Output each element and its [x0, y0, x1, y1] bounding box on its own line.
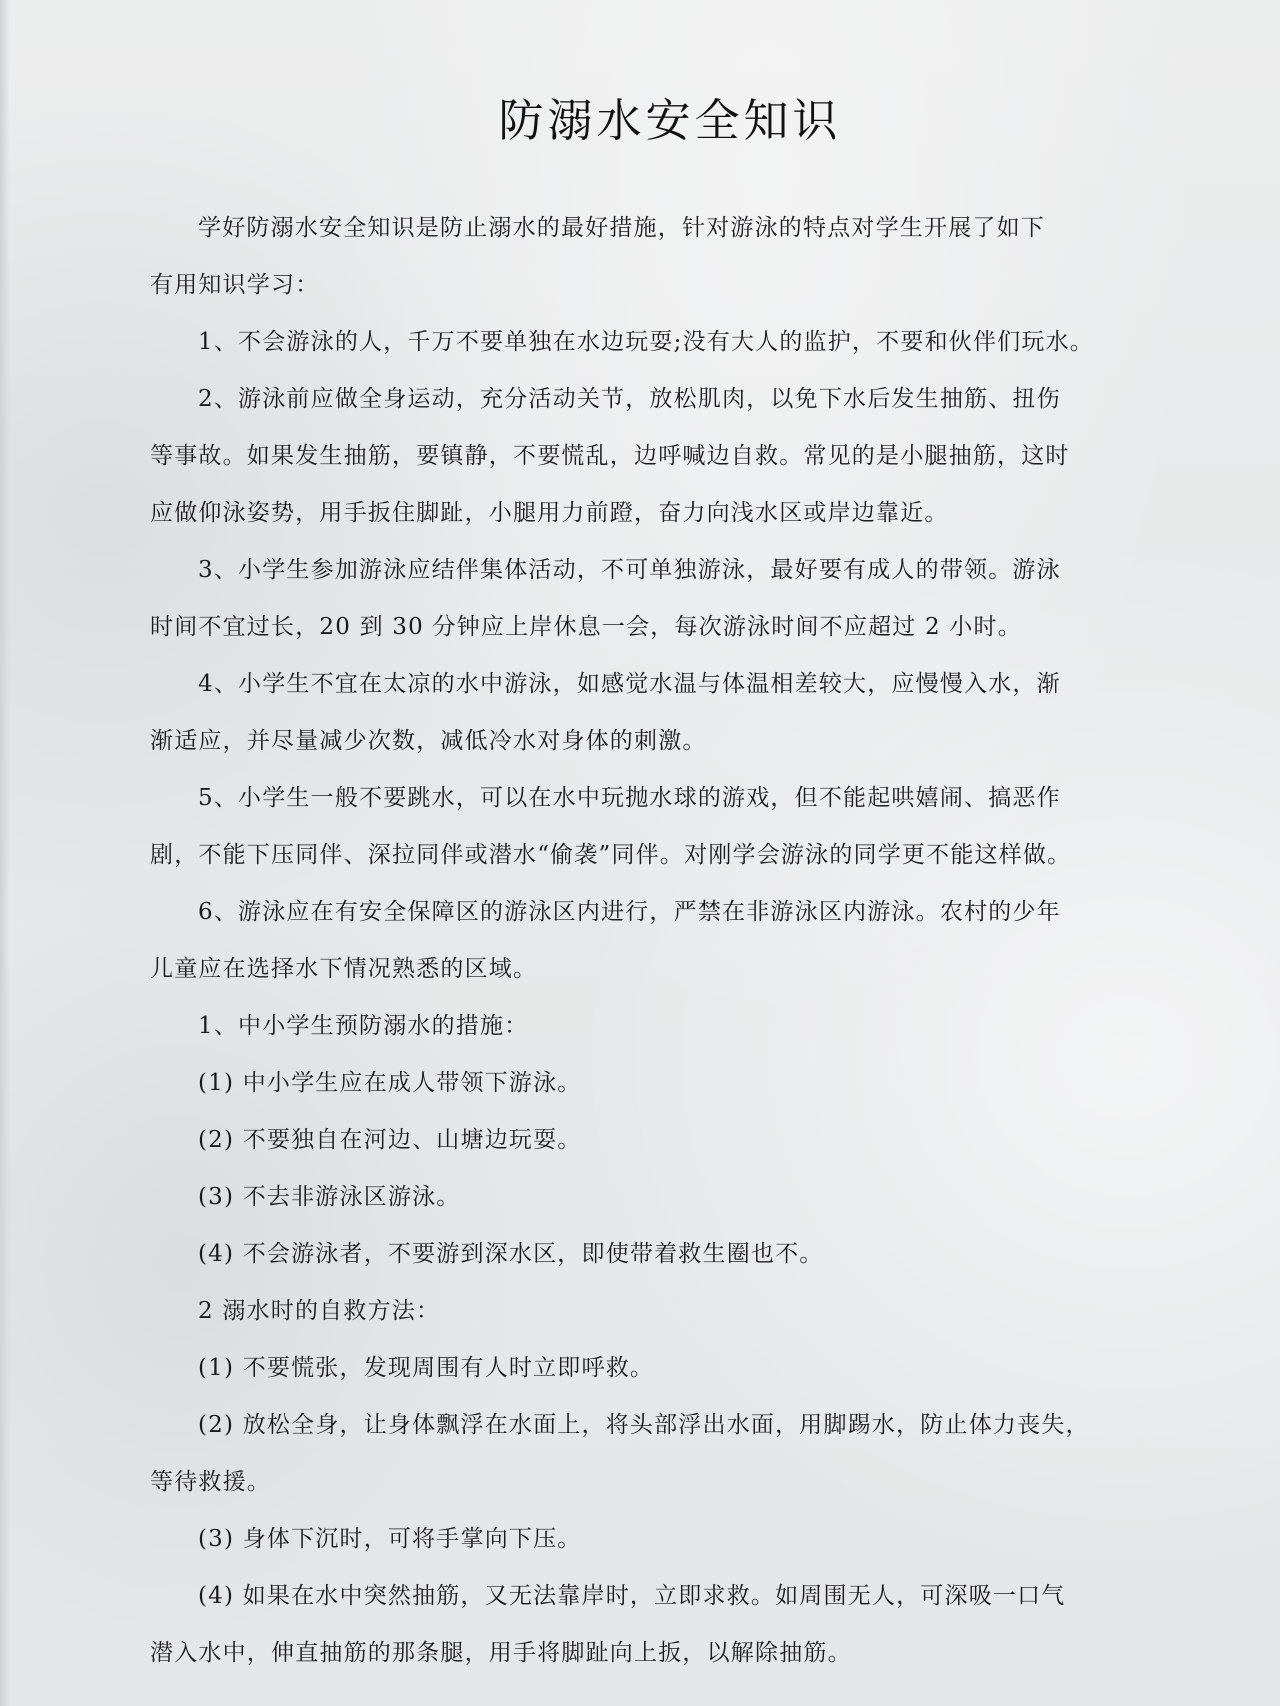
prevention-point: (2) 不要独自在河边、山塘边玩耍。 — [198, 1127, 582, 1153]
prevention-section — [150, 998, 1160, 1283]
rule-item-5 — [150, 770, 1160, 884]
rule-item-6 — [150, 884, 1160, 998]
rule-line: 4、小学生不宜在太凉的水中游泳，如感觉水温与体温相差较大，应慢慢入水，渐 — [198, 671, 1061, 697]
prevention-point: (1) 中小学生应在成人带领下游泳。 — [198, 1070, 582, 1096]
self-rescue-point: (1) 不要慌张，发现周围有人时立即呼救。 — [198, 1355, 655, 1381]
self-rescue-point-continued: 潜入水中，伸直抽筋的那条腿，用手将脚趾向上扳，以解除抽筋。 — [150, 1640, 852, 1666]
rule-line: 应做仰泳姿势，用手扳住脚趾，小腿用力前蹬，奋力向浅水区或岸边靠近。 — [150, 500, 949, 526]
self-rescue-point: (2) 放松全身，让身体飘浮在水面上，将头部浮出水面，用脚踢水，防止体力丧失， — [198, 1412, 1090, 1438]
rule-line: 时间不宜过长，20 到 30 分钟应上岸休息一会，每次游泳时间不应超过 2 小时。 — [150, 614, 1022, 640]
rule-line: 5、小学生一般不要跳水，可以在水中玩抛水球的游戏，但不能起哄嬉闹、搞恶作 — [198, 785, 1061, 811]
self-rescue-point: (4) 如果在水中突然抽筋，又无法靠岸时，立即求救。如周围无人，可深吸一口气 — [198, 1583, 1066, 1609]
rule-line: 儿童应在选择水下情况熟悉的区域。 — [150, 956, 538, 982]
rule-line: 6、游泳应在有安全保障区的游泳区内进行，严禁在非游泳区内游泳。农村的少年 — [198, 899, 1061, 925]
document-title: 防溺水安全知识 — [498, 94, 842, 147]
rule-item-4 — [150, 656, 1160, 770]
intro-line: 学好防溺水安全知识是防止溺水的最好措施，针对游泳的特点对学生开展了如下 — [198, 215, 1045, 241]
paper-shadow-edge — [0, 0, 10, 1706]
rule-item-3 — [150, 542, 1160, 656]
rule-line: 3、小学生参加游泳应结伴集体活动，不可单独游泳，最好要有成人的带领。游泳 — [198, 557, 1061, 583]
self-rescue-point: (3) 身体下沉时，可将手掌向下压。 — [198, 1526, 582, 1552]
section-heading: 1、中小学生预防溺水的措施： — [198, 1013, 529, 1039]
rule-item-1 — [150, 314, 1160, 371]
intro-paragraph — [150, 200, 1160, 314]
self-rescue-point-continued: 等待救援。 — [150, 1469, 271, 1495]
rule-line: 2、游泳前应做全身运动，充分活动关节，放松肌肉，以免下水后发生抽筋、扭伤 — [198, 386, 1061, 412]
prevention-point: (3) 不去非游泳区游泳。 — [198, 1184, 461, 1210]
rule-line: 1、不会游泳的人，千万不要单独在水边玩耍;没有大人的监护，不要和伙伴们玩水。 — [198, 329, 1094, 355]
intro-line: 有用知识学习： — [150, 272, 320, 298]
rule-line: 渐适应，并尽量减少次数，减低冷水对身体的刺激。 — [150, 728, 707, 754]
document-body — [150, 200, 1160, 1682]
rule-item-2 — [150, 371, 1160, 542]
prevention-point: (4) 不会游泳者，不要游到深水区，即使带着救生圈也不。 — [198, 1241, 824, 1267]
rule-line: 等事故。如果发生抽筋，要镇静，不要慌乱，边呼喊边自救。常见的是小腿抽筋，这时 — [150, 443, 1070, 469]
self-rescue-section — [150, 1283, 1160, 1682]
section-heading: 2 溺水时的自救方法： — [198, 1298, 441, 1324]
rule-line: 剧，不能下压同伴、深拉同伴或潜水“偷袭”同伴。对刚学会游泳的同学更不能这样做。 — [150, 842, 1072, 868]
